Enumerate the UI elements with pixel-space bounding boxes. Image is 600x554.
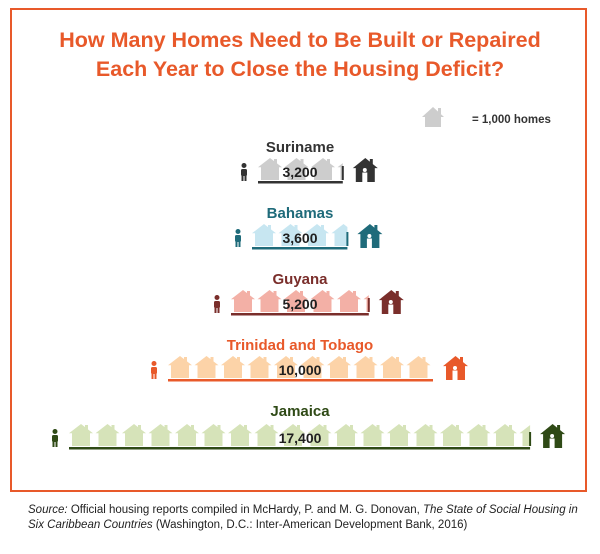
value-label: 5,200 (282, 296, 318, 312)
house-icon (467, 424, 491, 446)
house-icon (231, 290, 255, 312)
partial-house-marker (346, 232, 348, 246)
chimney-icon (184, 357, 187, 363)
house-icon (255, 424, 279, 446)
partial-house-marker (342, 166, 344, 180)
house-icon (248, 356, 272, 378)
house-icon (168, 356, 192, 378)
chimney-icon (370, 357, 373, 363)
chimney-icon (396, 357, 399, 363)
chimney-icon (191, 425, 194, 431)
chimney-icon (324, 425, 327, 431)
family-icon (362, 168, 367, 182)
legend-label: = 1,000 homes (472, 114, 551, 126)
row-suriname (241, 139, 378, 184)
house-icon (258, 158, 282, 180)
baseline-bar (252, 247, 347, 250)
source-text-2: (Washington, D.C.: Inter-American Development Bank, 2016) (152, 519, 468, 531)
row-trinidad-and-tobago (151, 337, 468, 382)
value-label: 10,000 (278, 362, 322, 378)
category-label: Guyana (272, 271, 328, 288)
family-icon (367, 234, 372, 248)
partial-house-marker (368, 298, 370, 312)
source-label: Source: (28, 504, 68, 516)
house-icon (414, 424, 438, 446)
chimney-icon (327, 291, 330, 297)
chimney-icon (237, 357, 240, 363)
chimney-icon (536, 425, 539, 431)
chimney-icon (274, 159, 277, 165)
chimney-icon (509, 425, 512, 431)
house-icon (122, 424, 146, 446)
baseline-bar (231, 313, 369, 316)
chimney-icon (374, 225, 377, 231)
house-icon (520, 424, 544, 446)
chimney-icon (274, 291, 277, 297)
chimney-icon (112, 425, 115, 431)
chimney-icon (247, 291, 250, 297)
chimney-icon (211, 357, 214, 363)
chimney-icon (380, 291, 383, 297)
chimney-icon (348, 225, 351, 231)
house-icon (380, 356, 404, 378)
chimney-icon (264, 357, 267, 363)
chimney-icon (377, 425, 380, 431)
house-icon (332, 224, 356, 246)
chimney-icon (423, 357, 426, 363)
title-line-2: Each Year to Close the Housing Deficit? (95, 57, 505, 81)
value-label: 17,400 (278, 430, 322, 446)
chimney-icon (218, 425, 221, 431)
category-label: Bahamas (266, 205, 334, 222)
house-icon (96, 424, 120, 446)
baseline-bar (168, 379, 433, 382)
chimney-icon (354, 159, 357, 165)
chimney-icon (557, 425, 560, 431)
category-label: Jamaica (270, 403, 330, 420)
chimney-icon (353, 291, 356, 297)
house-icon (69, 424, 93, 446)
house-icon (327, 356, 351, 378)
person-icon (214, 295, 220, 313)
house-icon (493, 424, 517, 446)
category-label: Suriname (265, 139, 335, 156)
row-guyana (214, 271, 404, 316)
house-icon (228, 424, 252, 446)
chimney-icon (370, 159, 373, 165)
chimney-icon (85, 425, 88, 431)
house-icon (387, 424, 411, 446)
person-icon (235, 229, 241, 247)
house-icon (440, 424, 464, 446)
title-line-1: How Many Homes Need to Be Built or Repaired (59, 28, 541, 52)
row-bahamas (235, 205, 382, 250)
row-jamaica (52, 403, 565, 450)
chimney-icon (321, 225, 324, 231)
partial-house-marker (529, 432, 531, 446)
chimney-icon (327, 159, 330, 165)
chimney-icon (350, 425, 353, 431)
chimney-icon (271, 425, 274, 431)
house-icon (202, 424, 226, 446)
house-icon (334, 424, 358, 446)
chimney-icon (460, 357, 463, 363)
family-icon (453, 366, 458, 380)
house-icon (221, 356, 245, 378)
house-icon (195, 356, 219, 378)
chimney-icon (244, 425, 247, 431)
house-icon (361, 424, 385, 446)
person-icon (241, 163, 247, 181)
source-title: The State of Social Housing in Six Caribbean Countries (28, 504, 578, 531)
chimney-icon (268, 225, 271, 231)
house-icon (407, 356, 431, 378)
baseline-bar (69, 447, 530, 450)
baseline-bar (258, 181, 343, 184)
category-label: Trinidad and Tobago (226, 337, 374, 354)
house-icon (258, 290, 282, 312)
chimney-icon (456, 425, 459, 431)
value-label: 3,200 (282, 164, 318, 180)
family-icon (388, 300, 393, 314)
house-icon (337, 290, 361, 312)
chimney-icon (403, 425, 406, 431)
chimney-icon (483, 425, 486, 431)
family-icon (550, 434, 555, 448)
house-icon (149, 424, 173, 446)
person-icon (52, 429, 58, 447)
source-text-1: Official housing reports compiled in McHardy, P. and M. G. Donovan, (67, 504, 424, 516)
house-icon (175, 424, 199, 446)
chimney-icon (430, 425, 433, 431)
house-icon (354, 356, 378, 378)
house-icon (252, 224, 276, 246)
person-icon (151, 361, 157, 379)
chimney-icon (396, 291, 399, 297)
chimney-icon (138, 425, 141, 431)
source-note (28, 503, 588, 533)
value-label: 3,600 (282, 230, 318, 246)
chimney-icon (343, 357, 346, 363)
chimney-icon (165, 425, 168, 431)
